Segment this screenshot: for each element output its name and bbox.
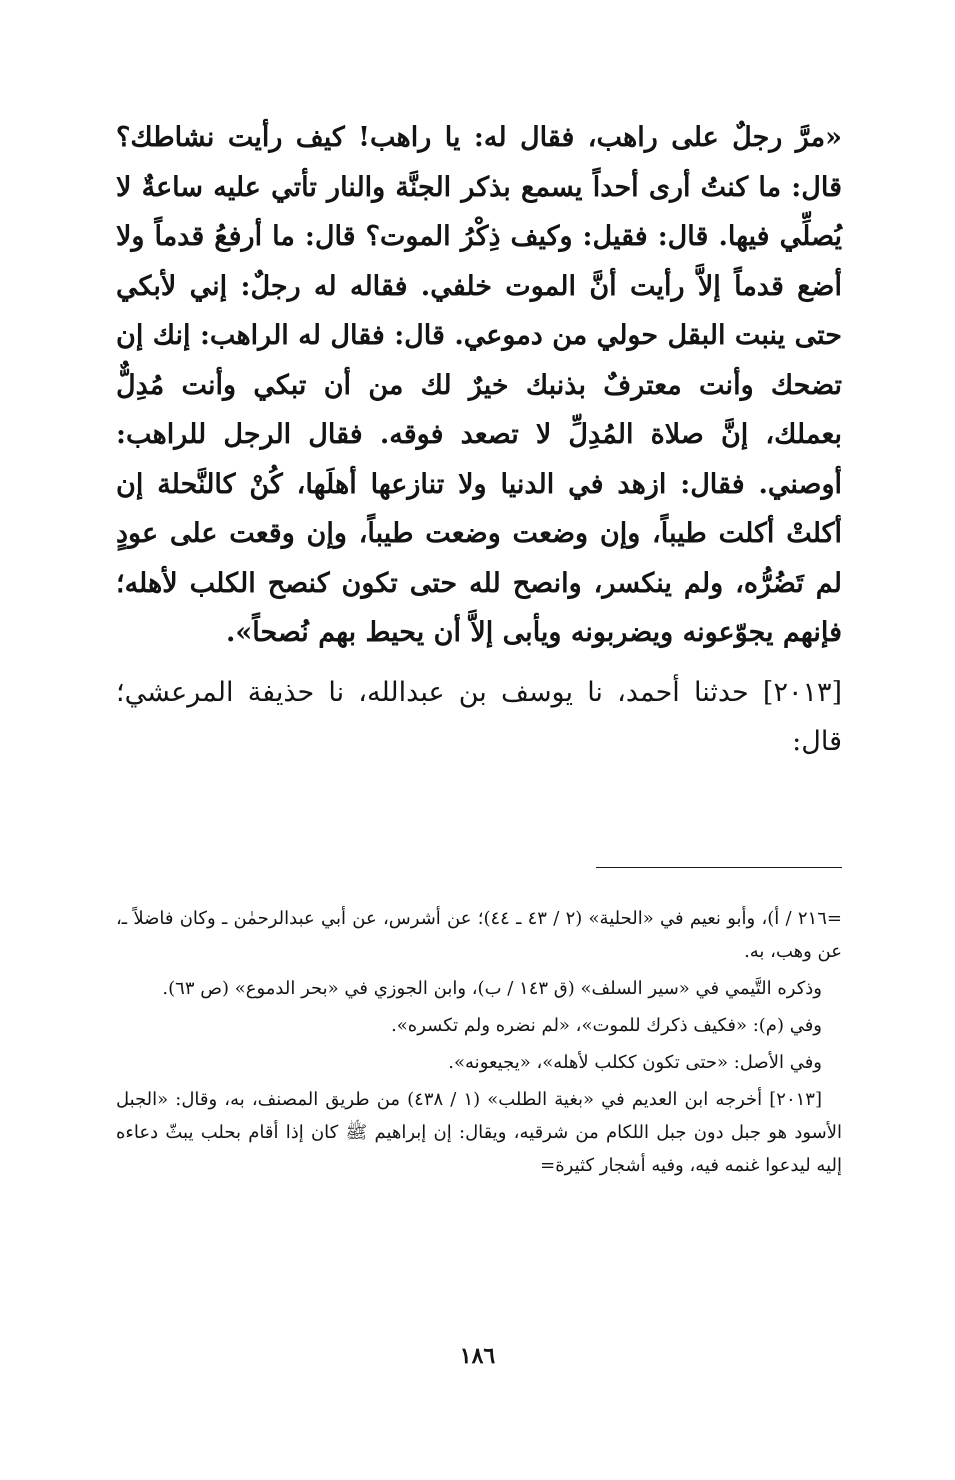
footnote-variant-asl: وفي الأصل: «حتى تكون ككلب لأهله»، «يجيعونه». — [448, 1052, 822, 1073]
footnote-separator — [596, 867, 842, 868]
page-number: ١٨٦ — [459, 1343, 496, 1369]
footnote-2013: [٢٠١٣] أخرجه ابن العديم في «بغية الطلب» (١ / ٤٣٨) من طريق المصنف، به، وقال: «الجبل الأسود هو جبل دون جبل اللكام من شرقيه، ويقال: إن إبراهيم ﷺ كان إذا أقام بحلب يبثّ دعاءه إليه ليدعوا غنمه فيه، وفيه أشجار كثيرة= — [116, 1089, 842, 1176]
footnotes — [116, 902, 842, 1186]
footnote-continuation: =٢١٦ / أ)، وأبو نعيم في «الحلية» (٢ / ٤٣ ـ ٤٤)؛ عن أشرس، عن أبي عبدالرحمٰن ـ وكان فاضلاً ـ، عن وهب، به. — [116, 908, 842, 962]
main-text — [116, 113, 842, 767]
narration-paragraph: «مرَّ رجلٌ على راهب، فقال له: يا راهب! كيف رأيت نشاطك؟ قال: ما كنتُ أرى أحداً يسمع بذكر الجنَّة والنار تأتي عليه ساعةٌ لا يُصلِّي فيها. قال: فقيل: وكيف ذِكْرُ الموت؟ قال: ما أرفعُ قدماً ولا أضع قدماً إلاَّ رأيت أنَّ الموت خلفي. فقاله له رجلٌ: إني لأبكي حتى ينبت البقل حولي من دموعي. قال: فقال له الراهب: إنك إن تضحك وأنت معترفٌ بذنبك خيرٌ لك من أن تبكي وأنت مُدِلٌّ بعملك، إنَّ صلاة المُدِلِّ لا تصعد فوقه. فقال الرجل للراهب: أوصني. فقال: ازهد في الدنيا ولا تنازعها أهلَها، كُنْ كالنَّحلة إن أكلتْ أكلت طيباً، وإن وضعت وضعت طيباً، وإن وقعت على عودٍ لم تَضُرُّه، ولم ينكسر، وانصح لله حتى تكون كنصح الكلب لأهله؛ فإنهم يجوّعونه ويضربونه ويأبى إلاَّ أن يحيط بهم نُصحاً». — [116, 122, 842, 648]
footnote-taymi: وذكره التَّيمي في «سير السلف» (ق ١٤٣ / ب)، وابن الجوزي في «بحر الدموع» (ص ٦٣). — [162, 978, 822, 999]
footnote-variant-m: وفي (م): «فكيف ذكرك للموت»، «لم نضره ولم تكسره». — [391, 1015, 822, 1036]
hadith-2013-chain: [٢٠١٣] حدثنا أحمد، نا يوسف بن عبدالله، نا حذيفة المرعشي؛ قال: — [116, 676, 842, 757]
